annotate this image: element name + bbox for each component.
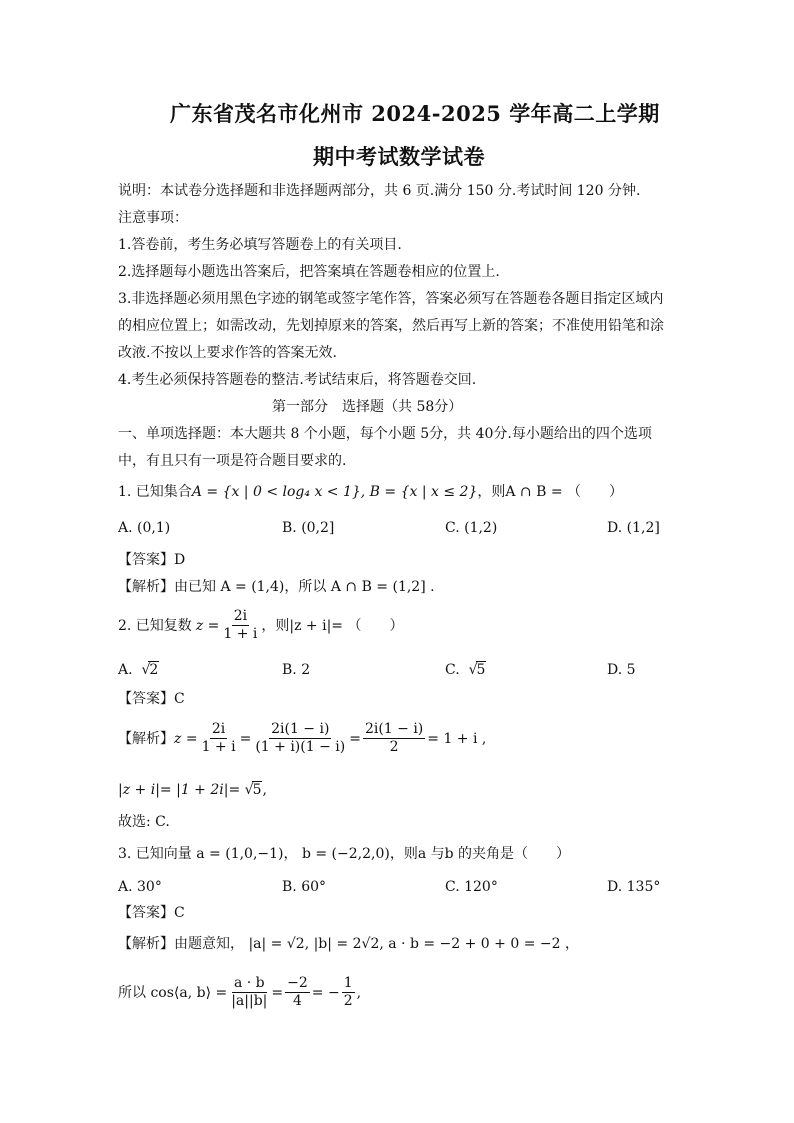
q3-analysis: 【解析】由题意知， |a| = √2, |b| = 2√2, a · b = −2 + 0 + 0 = −2 ， (118, 936, 579, 952)
q1-option-a: A. (0,1) (118, 520, 171, 536)
notice-1: 1.答卷前，考生务必填写答题卷上的有关项目. (118, 237, 402, 253)
q2-option-a-label: A. (118, 662, 133, 678)
sqrt-sign: √ (141, 662, 151, 678)
notice-heading: 注意事项： (118, 210, 188, 226)
q3-answer: 【答案】C (118, 905, 185, 921)
frac-den: 2 (389, 739, 399, 755)
q2-frac-num: 2i (233, 608, 248, 624)
q2-option-c-label: C. (445, 662, 460, 678)
q3-cos-line (118, 975, 361, 1010)
q2-line2-expr: |z + i|= |1 + 2i|= (118, 782, 241, 798)
notice-2: 2.选择题每小题选出答案后，把答案填在答题卷相应的位置上. (118, 264, 500, 280)
frac-num: 2i(1 − i) (271, 721, 330, 737)
q2-analysis-frac1 (200, 721, 238, 756)
q1-analysis: 【解析】由已知 A = (1,4)，所以 A ∩ B = (1,2] . (118, 579, 435, 595)
q2-option-d: D. 5 (607, 662, 636, 678)
q3-option-d: D. 135° (607, 879, 661, 895)
q3-option-a: A. 30° (118, 879, 162, 895)
notice-3c: 改液.不按以上要求作答的答案无效. (118, 345, 337, 361)
q3-option-c: C. 120° (445, 879, 498, 895)
q3-option-b: B. 60° (282, 879, 327, 895)
q1-stem-prefix: 1. 已知集合 (118, 484, 192, 500)
equals-sign: = (349, 730, 361, 747)
q3-frac2 (285, 975, 310, 1010)
q2-option-c-radicand: 5 (476, 662, 486, 678)
q1-stem-suffix: ，则A ∩ B = （ ） (477, 484, 624, 500)
q1-stem (118, 483, 623, 501)
q3-frac3 (342, 975, 355, 1010)
q2-analysis (118, 721, 486, 756)
frac-den: 2 (343, 993, 353, 1009)
q2-option-c (445, 661, 486, 679)
q1-answer: 【答案】D (118, 552, 186, 568)
q2-stem-suffix: ，则|z + i|= （ ） (261, 617, 404, 634)
frac-num: 1 (343, 975, 353, 991)
q3-cos-prefix: 所以 cos⟨a, b⟩ = (118, 984, 228, 1001)
sqrt-sign: √ (468, 662, 478, 678)
q2-analysis-z: z = (174, 730, 198, 747)
q1-option-c: C. (1,2) (445, 520, 498, 536)
q2-analysis-frac2 (253, 721, 347, 756)
q2-stem (118, 608, 404, 643)
frac-num: 2i(1 − i) (364, 721, 424, 737)
frac-num: 2i (211, 721, 226, 737)
q2-analysis-tail: = 1 + i , (427, 730, 487, 747)
q2-frac-den: 1 + i (223, 626, 258, 642)
q1-option-b: B. (0,2] (282, 520, 335, 536)
q2-z-eq: z = (195, 617, 220, 634)
q2-option-a (118, 661, 159, 679)
q2-line2-radicand: 5 (252, 782, 262, 798)
equals-sign: = (271, 984, 284, 1001)
notice-4: 4.考生必须保持答题卷的整洁.考试结束后，将答题卷交回. (118, 372, 477, 388)
q2-analysis-line2 (118, 781, 267, 799)
section1-line2: 中，有且只有一项是符合题目要求的. (118, 453, 347, 469)
sqrt-sign: √ (244, 782, 254, 798)
q3-frac1 (229, 975, 269, 1010)
q3-stem: 3. 已知向量 a = (1,0,−1)， b = (−2,2,0)，则a 与b 的夹角是（ ） (118, 846, 571, 862)
q2-line2-tail: , (262, 782, 267, 798)
frac-num: −2 (287, 975, 308, 991)
section1-line1: 一、单项选择题：本大题共 8 个小题，每个小题 5分，共 40分.每小题给出的四个选项 (118, 426, 652, 442)
q2-option-b: B. 2 (282, 662, 311, 678)
part1-heading: 第一部分 选择题（共 58分） (272, 399, 463, 415)
notice-3b: 的相应位置上；如需改动，先划掉原来的答案，然后再写上新的答案；不准使用铅笔和涂 (118, 318, 664, 334)
equals-sign: = (239, 730, 252, 747)
q2-analysis-label: 【解析】 (118, 730, 174, 747)
frac-den: (1 + i)(1 − i) (255, 739, 346, 755)
q2-choice: 故选: C. (118, 814, 170, 830)
q2-fraction (221, 608, 259, 643)
intro-text: 说明：本试卷分选择题和非选择题两部分，共 6 页.满分 150 分.考试时间 120 分钟. (118, 183, 641, 199)
q2-option-a-radicand: 2 (149, 662, 159, 678)
page-title-line2: 期中考试数学试卷 (313, 144, 485, 169)
equals-minus-sign: = − (311, 984, 340, 1001)
q2-answer: 【答案】C (118, 691, 185, 707)
frac-den: 1 + i (201, 739, 236, 755)
q1-sets: A = {x | 0 < log₄ x < 1}, B = {x | x ≤ 2} (191, 484, 478, 500)
q3-cos-tail: , (356, 984, 362, 1001)
notice-3a: 3.非选择题必须用黑色字迹的钢笔或签字笔作答，答案必须写在答题卷各题目指定区域内 (118, 291, 664, 307)
page-title-line1: 广东省茂名市化州市 2024-2025 学年高二上学期 (170, 101, 660, 126)
frac-den: |a||b| (231, 993, 268, 1009)
frac-den: 4 (293, 993, 302, 1009)
q1-option-d: D. (1,2] (607, 520, 660, 536)
q2-analysis-frac3 (363, 721, 425, 756)
q2-stem-prefix: 2. 已知复数 (118, 617, 192, 634)
frac-num: a · b (233, 975, 265, 991)
